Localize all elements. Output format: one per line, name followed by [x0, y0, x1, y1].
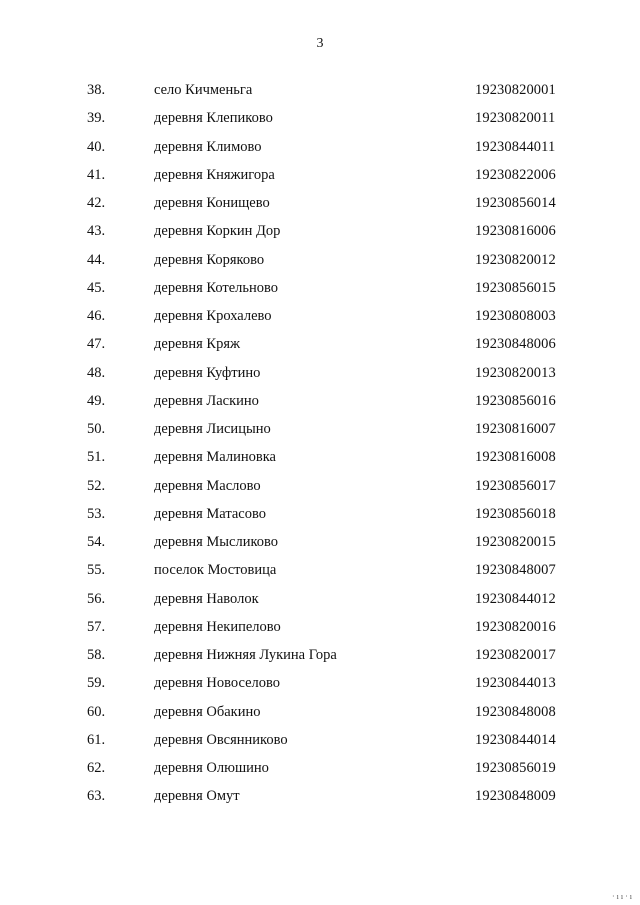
- settlement-name: деревня Некипелово: [154, 618, 281, 635]
- settlement-code: 19230820016: [475, 618, 556, 635]
- table-row: [0, 137, 640, 165]
- settlement-code: 19230848007: [475, 562, 556, 579]
- table-row: [0, 730, 640, 758]
- settlement-code: 19230820011: [475, 110, 556, 127]
- row-number: 61.: [87, 731, 106, 748]
- settlement-name: деревня Кряж: [154, 336, 241, 353]
- row-number: 52.: [87, 477, 106, 494]
- table-row: [0, 476, 640, 504]
- settlement-code: 19230844012: [475, 590, 556, 607]
- table-row: [0, 334, 640, 362]
- settlement-code: 19230848008: [475, 703, 556, 720]
- footer-scan-marks: · ı ı · ı: [612, 892, 632, 901]
- settlement-name: деревня Котельново: [154, 279, 279, 296]
- row-number: 45.: [87, 279, 106, 296]
- table-row: [0, 447, 640, 475]
- table-row: [0, 617, 640, 645]
- settlement-code: 19230820012: [475, 251, 556, 268]
- row-number: 51.: [87, 449, 106, 466]
- table-row: [0, 278, 640, 306]
- row-number: 58.: [87, 647, 106, 663]
- settlement-name: деревня Наволок: [154, 590, 259, 607]
- settlement-name: деревня Климово: [154, 138, 262, 155]
- settlement-name: деревня Куфтино: [154, 364, 261, 381]
- row-number: 59.: [87, 675, 106, 692]
- row-number: 48.: [87, 364, 106, 381]
- settlement-code: 19230844013: [475, 675, 556, 692]
- settlement-name: село Кичменьга: [154, 82, 253, 98]
- settlement-code: 19230848006: [475, 336, 556, 353]
- row-number: 56.: [87, 590, 106, 607]
- row-number: 50.: [87, 421, 106, 437]
- table-row: [0, 702, 640, 730]
- settlement-name: деревня Нижняя Лукина Гора: [154, 647, 337, 663]
- settlement-name: деревня Матасово: [154, 505, 266, 522]
- settlement-name: деревня Крохалево: [154, 308, 272, 324]
- settlement-code: 19230848009: [475, 788, 556, 805]
- table-row: [0, 391, 640, 419]
- settlement-name: деревня Клепиково: [154, 110, 273, 127]
- settlement-code: 19230856018: [475, 505, 556, 522]
- table-row: [0, 363, 640, 391]
- settlement-code: 19230820001: [475, 82, 556, 98]
- settlement-name: поселок Мостовица: [154, 562, 277, 579]
- settlement-name: деревня Обакино: [154, 703, 261, 720]
- settlement-list: [0, 80, 640, 815]
- settlement-name: деревня Олюшино: [154, 760, 269, 776]
- table-row: [0, 108, 640, 136]
- row-number: 41.: [87, 166, 106, 183]
- row-number: 39.: [87, 110, 106, 127]
- row-number: 54.: [87, 534, 106, 550]
- settlement-code: 19230844014: [475, 731, 556, 748]
- settlement-code: 19230844011: [475, 138, 556, 155]
- settlement-code: 19230856019: [475, 760, 556, 776]
- row-number: 46.: [87, 308, 106, 324]
- table-row: [0, 306, 640, 334]
- row-number: 44.: [87, 251, 106, 268]
- row-number: 53.: [87, 505, 106, 522]
- settlement-name: деревня Лисицыно: [154, 421, 271, 437]
- table-row: [0, 250, 640, 278]
- table-row: [0, 673, 640, 701]
- table-row: [0, 560, 640, 588]
- settlement-name: деревня Маслово: [154, 477, 261, 494]
- table-row: [0, 504, 640, 532]
- row-number: 40.: [87, 138, 106, 155]
- settlement-code: 19230816008: [475, 449, 556, 466]
- row-number: 38.: [87, 82, 106, 98]
- table-row: [0, 419, 640, 447]
- settlement-name: деревня Новоселово: [154, 675, 281, 692]
- settlement-name: деревня Коркин Дор: [154, 223, 281, 240]
- settlement-code: 19230820015: [475, 534, 556, 550]
- settlement-name: деревня Мысликово: [154, 534, 279, 550]
- settlement-name: деревня Ласкино: [154, 392, 259, 409]
- row-number: 55.: [87, 562, 106, 579]
- settlement-code: 19230822006: [475, 166, 556, 183]
- row-number: 43.: [87, 223, 106, 240]
- table-row: [0, 80, 640, 108]
- settlement-name: деревня Княжигора: [154, 166, 275, 183]
- settlement-code: 19230816006: [475, 223, 556, 240]
- settlement-code: 19230816007: [475, 421, 556, 437]
- settlement-name: деревня Конищево: [154, 195, 270, 211]
- settlement-code: 19230856014: [475, 195, 556, 211]
- settlement-code: 19230820013: [475, 364, 556, 381]
- settlement-code: 19230808003: [475, 308, 556, 324]
- settlement-code: 19230856017: [475, 477, 556, 494]
- settlement-code: 19230856016: [475, 392, 556, 409]
- settlement-name: деревня Малиновка: [154, 449, 276, 466]
- table-row: [0, 532, 640, 560]
- table-row: [0, 165, 640, 193]
- row-number: 60.: [87, 703, 106, 720]
- settlement-code: 19230856015: [475, 279, 556, 296]
- table-row: [0, 221, 640, 249]
- row-number: 42.: [87, 195, 106, 211]
- row-number: 57.: [87, 618, 106, 635]
- settlement-code: 19230820017: [475, 647, 556, 663]
- row-number: 62.: [87, 760, 106, 776]
- row-number: 63.: [87, 788, 106, 805]
- table-row: [0, 645, 640, 673]
- table-row: [0, 193, 640, 221]
- row-number: 47.: [87, 336, 106, 353]
- page-number: 3: [316, 36, 324, 51]
- table-row: [0, 786, 640, 814]
- settlement-name: деревня Коряково: [154, 251, 265, 268]
- row-number: 49.: [87, 392, 106, 409]
- table-row: [0, 758, 640, 786]
- settlement-name: деревня Омут: [154, 788, 240, 805]
- table-row: [0, 589, 640, 617]
- settlement-name: деревня Овсянниково: [154, 731, 288, 748]
